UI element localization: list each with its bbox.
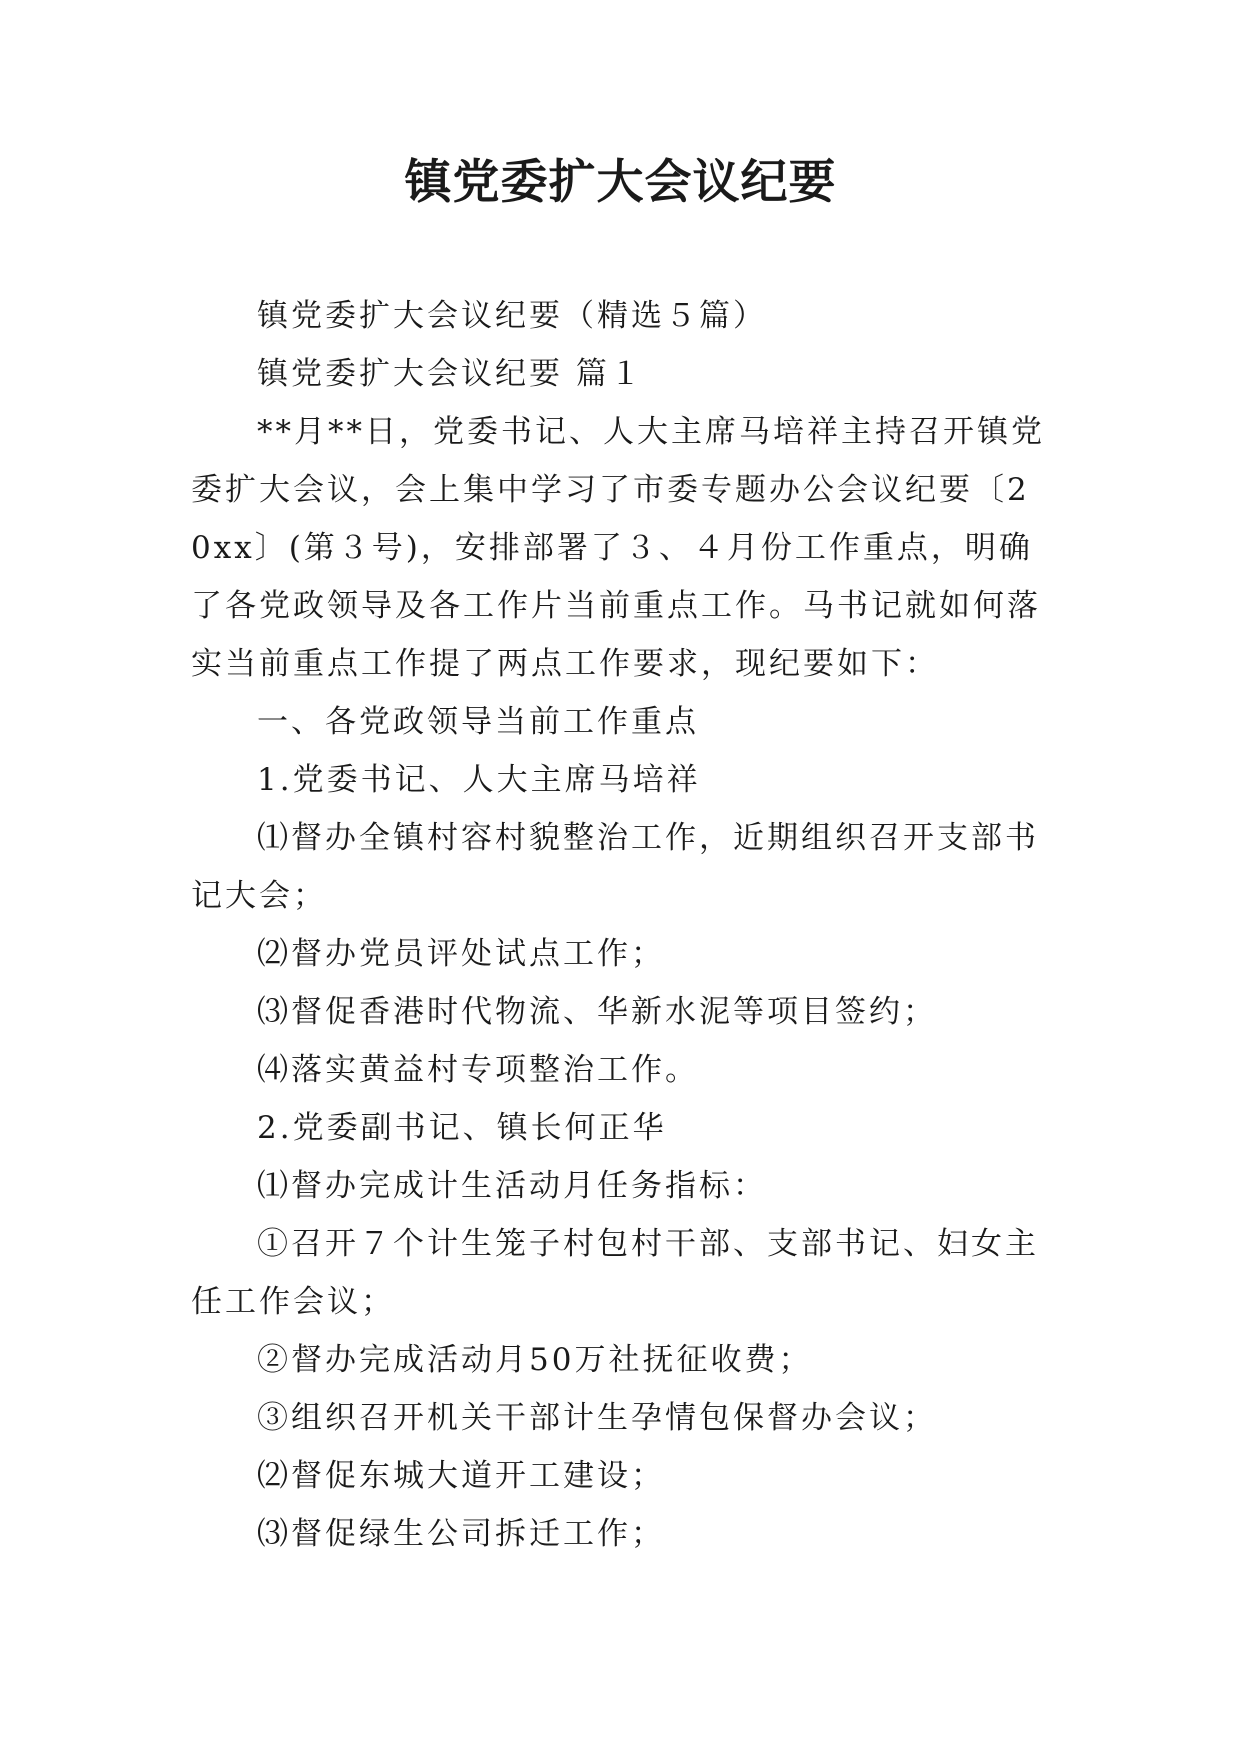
paragraph: 1.党委书记、人大主席马培祥 (257, 762, 701, 798)
paragraph: **月**日，党委书记、人大主席马培祥主持召开镇党委扩大会议，会上集中学习了市委专题办公会议纪要〔20xx〕(第３号)，安排部署了３、４月份工作重点，明确了各党政领导及各工作片当前重点工作。马书记就如何落实当前重点工作提了两点工作要求，现纪要如下： (191, 414, 1045, 682)
paragraph: ⑵督办党员评处试点工作； (257, 936, 665, 972)
paragraph: ⑵督促东城大道开工建设； (257, 1458, 665, 1494)
paragraph: ③组织召开机关干部计生孕情包保督办会议； (257, 1400, 937, 1436)
paragraph: 镇党委扩大会议纪要 篇１ (257, 356, 644, 392)
paragraph: ①召开７个计生笼子村包村干部、支部书记、妇女主任工作会议； (191, 1226, 1039, 1320)
paragraph: 2.党委副书记、镇长何正华 (257, 1110, 667, 1146)
paragraph: 镇党委扩大会议纪要（精选５篇） (257, 298, 767, 334)
document-body (191, 287, 1051, 1563)
paragraph: ②督办完成活动月50万社抚征收费； (257, 1342, 813, 1378)
paragraph: ⑴督办完成计生活动月任务指标： (257, 1168, 767, 1204)
paragraph: 一、各党政领导当前工作重点 (257, 704, 699, 740)
document-title: 镇党委扩大会议纪要 (404, 155, 837, 210)
paragraph: ⑴督办全镇村容村貌整治工作，近期组织召开支部书记大会； (191, 820, 1039, 914)
paragraph: ⑷落实黄益村专项整治工作。 (257, 1052, 699, 1088)
paragraph: ⑶督促绿生公司拆迁工作； (257, 1516, 665, 1552)
paragraph: ⑶督促香港时代物流、华新水泥等项目签约； (257, 994, 937, 1030)
